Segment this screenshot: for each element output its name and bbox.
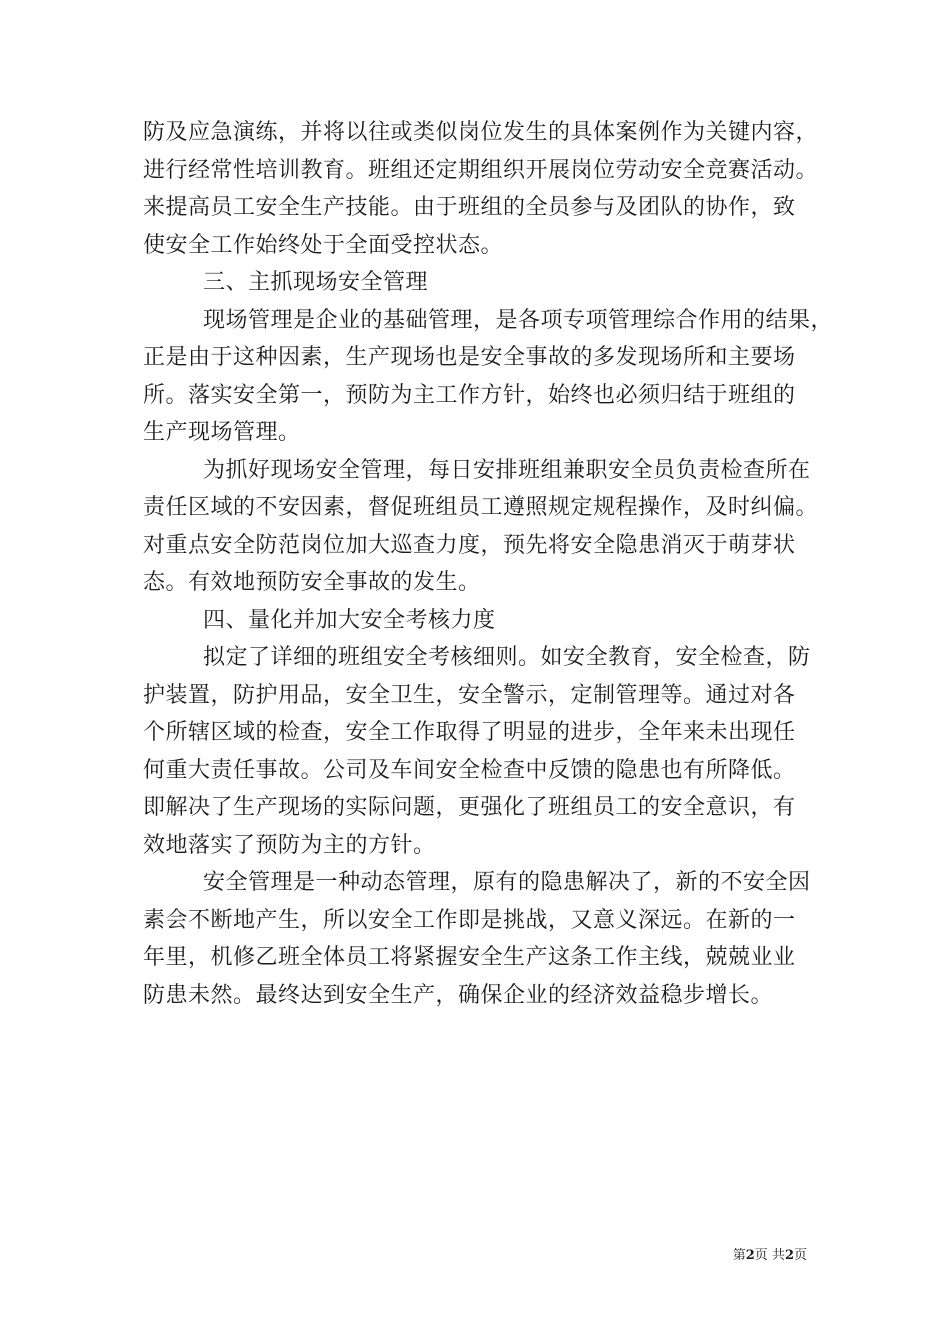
paragraph-line: 所。落实安全第一，预防为主工作方针，始终也必须归结于班组的 xyxy=(143,382,796,408)
paragraph-line: 进行经常性培训教育。班组还定期组织开展岗位劳动安全竞赛活动。 xyxy=(143,157,819,183)
paragraph-line: 拟定了详细的班组安全考核细则。如安全教育，安全检查，防 xyxy=(203,645,811,670)
paragraph-line: 来提高员工安全生产技能。由于班组的全员参与及团队的协作，致 xyxy=(143,195,796,220)
paragraph-line: 使安全工作始终处于全面受控状态。 xyxy=(143,232,504,258)
page-footer xyxy=(733,1247,807,1265)
footer-prefix: 第 xyxy=(732,1248,746,1263)
paragraph-line: 安全管理是一种动态管理，原有的隐患解决了，新的不安全因 xyxy=(203,870,811,895)
paragraph-line: 即解决了生产现场的实际问题，更强化了班组员工的安全意识，有 xyxy=(143,795,796,820)
paragraph-line: 生产现场管理。 xyxy=(143,420,301,445)
paragraph-line: 防患未然。最终达到安全生产，确保企业的经济效益稳步增长。 xyxy=(143,982,774,1008)
footer-total-pages: 2 xyxy=(784,1248,794,1263)
paragraph-line: 防及应急演练，并将以往或类似岗位发生的具体案例作为关键内容， xyxy=(143,120,819,145)
paragraph-line: 对重点安全防范岗位加大巡查力度，预先将安全隐患消灭于萌芽状 xyxy=(143,532,796,558)
paragraph-line: 何重大责任事故。公司及车间安全检查中反馈的隐患也有所降低。 xyxy=(143,757,796,783)
document-body xyxy=(143,114,834,1014)
footer-suffix: 页 xyxy=(793,1248,807,1263)
paragraph-line: 正是由于这种因素，生产现场也是安全事故的多发现场所和主要场 xyxy=(143,345,796,370)
paragraph-line: 年里，机修乙班全体员工将紧握安全生产这条工作主线，兢兢业业 xyxy=(143,945,796,970)
paragraph-line: 素会不断地产生，所以安全工作即是挑战，又意义深远。在新的一 xyxy=(143,907,796,933)
paragraph-line: 个所辖区域的检查，安全工作取得了明显的进步，全年来未出现任 xyxy=(143,720,796,745)
section-heading: 三、主抓现场安全管理 xyxy=(203,270,429,295)
paragraph-line: 责任区域的不安因素，督促班组员工遵照规定规程操作，及时纠偏。 xyxy=(143,495,819,520)
paragraph-line: 态。有效地预防安全事故的发生。 xyxy=(143,570,481,595)
paragraph-line: 现场管理是企业的基础管理，是各项专项管理综合作用的结果， xyxy=(203,307,834,333)
paragraph-line: 为抓好现场安全管理，每日安排班组兼职安全员负责检查所在 xyxy=(203,457,811,483)
footer-middle: 页 共 xyxy=(754,1248,785,1263)
footer-page-number: 2 xyxy=(745,1248,755,1263)
paragraph-line: 效地落实了预防为主的方针。 xyxy=(143,832,436,858)
section-heading: 四、量化并加大安全考核力度 xyxy=(203,607,496,633)
paragraph-line: 护装置，防护用品，安全卫生，安全警示，定制管理等。通过对各 xyxy=(143,682,796,708)
